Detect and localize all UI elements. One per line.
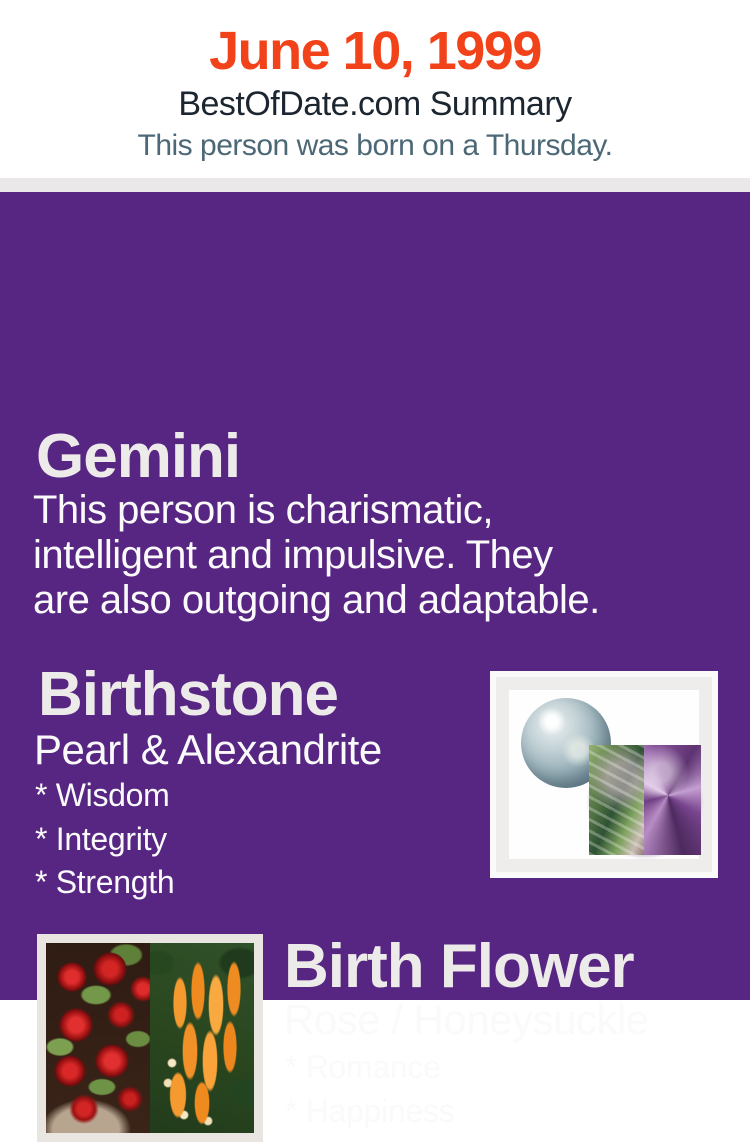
zodiac-description-line: This person is charismatic,: [33, 488, 493, 532]
alexandrite-image: [589, 745, 701, 855]
born-day-subtitle: This person was born on a Thursday.: [137, 129, 613, 162]
birthstone-trait: * Integrity: [35, 821, 167, 857]
zodiac-description: [33, 488, 713, 623]
page-title-date: June 10, 1999: [209, 21, 541, 81]
birth-flower-heading: Birth Flower: [284, 932, 634, 1001]
birth-flower-trait: * Happiness: [285, 1093, 455, 1129]
zodiac-description-line: are also outgoing and adaptable.: [33, 578, 600, 622]
summary-panel: [0, 192, 750, 1129]
birthstone-names: Pearl & Alexandrite: [34, 726, 382, 773]
birth-flower-image: [46, 943, 254, 1133]
birth-flower-image-frame: [37, 934, 263, 1142]
alexandrite-cut-gem: [644, 745, 701, 855]
rose-photo: [46, 943, 150, 1133]
birthstone-image-frame: [490, 671, 718, 878]
divider-bar: [0, 178, 750, 192]
site-summary-title: BestOfDate.com Summary: [178, 85, 572, 123]
zodiac-sign-heading: Gemini: [36, 422, 241, 491]
header: [0, 0, 750, 178]
birthstone-trait: * Strength: [35, 864, 175, 900]
birthstone-image: [509, 690, 699, 859]
honeysuckle-photo: [150, 943, 254, 1133]
birthstone-heading: Birthstone: [38, 660, 338, 729]
birth-flower-names: Rose / Honeysuckle: [284, 996, 649, 1043]
birthstone-trait: * Wisdom: [35, 777, 170, 813]
zodiac-description-line: intelligent and impulsive. They: [33, 533, 553, 577]
alexandrite-raw-crystal: [589, 745, 644, 855]
birth-flower-trait: * Romance: [285, 1049, 441, 1085]
